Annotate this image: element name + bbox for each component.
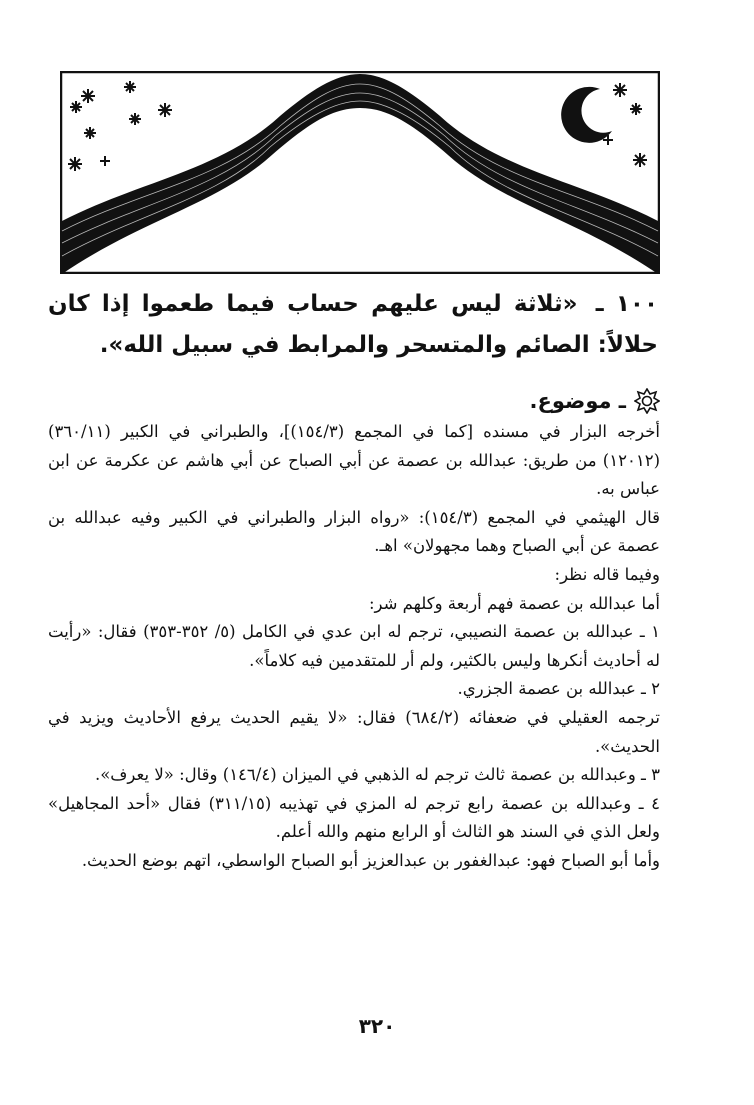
star-icon xyxy=(158,103,172,117)
star-icon xyxy=(613,83,627,97)
star-icon xyxy=(70,101,82,113)
paragraph: أما عبدالله بن عصمة فهم أربعة وكلهم شر: xyxy=(368,593,660,613)
crescent-icon xyxy=(561,87,612,143)
star-icon xyxy=(124,81,136,93)
hadith-number: ١٠٠ ـ xyxy=(595,291,659,317)
paragraph: ٤ ـ وعبدالله بن عصمة رابع ترجم له المزي في تهذيبه (٣١١/١٥) فقال «أحد المجاهيل» ولعل الذي في السند هو الثالث أو الرابع منهم والله أعلم. xyxy=(48,793,661,842)
paragraph: وفيما قاله نظر: xyxy=(554,564,660,584)
hadith-body: «ثلاثة ليس عليهم حساب فيما طعموا إذا كان حلالاً: الصائم والمتسحر والمرابط في سبيل الله». xyxy=(48,291,658,358)
ornamental-flower-icon xyxy=(634,388,660,414)
paragraph: أخرجه البزار في مسنده [كما في المجمع (١٥٤/٣)]، والطبراني في الكبير (٣٦٠/١١) (١٢٠١٢) من طريق: عبدالله بن عصمة عن أبي الصباح عن أبي هاشم عن عكرمة عن ابن عباس به. xyxy=(48,422,660,499)
hadith-text xyxy=(48,284,658,366)
verdict-heading xyxy=(48,384,660,418)
star-icon xyxy=(81,89,95,103)
paragraph: ١ ـ عبدالله بن عصمة النصيبي، ترجم له ابن عدي في الكامل (٥/ ٣٥٢-٣٥٣) فقال: «رأيت له أحاديث أنكرها وليس بالكثير، ولم أر للمتقدمين فيه كلاماً». xyxy=(48,622,660,670)
paragraph: ٢ ـ عبدالله بن عصمة الجزري. xyxy=(457,679,660,699)
star-icon xyxy=(68,157,82,171)
star-icon xyxy=(84,127,96,139)
paragraph: قال الهيثمي في المجمع (١٥٤/٣): «رواه البزار والطبراني في الكبير وفيه عبدالله بن عصمة عن أبي الصباح وهما مجهولان» اهـ. xyxy=(48,507,660,556)
header-ornament xyxy=(60,71,660,274)
commentary xyxy=(48,418,660,876)
star-icon xyxy=(630,103,642,115)
paragraph: ترجمه العقيلي في ضعفائه (٦٨٤/٢) فقال: «لا يقيم الحديث يرفع الأحاديث ويزيد في الحديث». xyxy=(48,707,660,756)
star-icon xyxy=(129,113,141,125)
page-number: ٣٢٠ xyxy=(358,1014,396,1038)
star-icon xyxy=(633,153,647,167)
verdict-text: ـ موضوع. xyxy=(529,389,626,413)
star-icon xyxy=(100,156,110,166)
paragraph: وأما أبو الصباح فهو: عبدالغفور بن عبدالعزيز أبو الصباح الواسطي، اتهم بوضع الحديث. xyxy=(81,850,660,870)
paragraph: ٣ ـ وعبدالله بن عصمة ثالث ترجم له الذهبي في الميزان (١٤٦/٤) وقال: «لا يعرف». xyxy=(94,765,660,785)
